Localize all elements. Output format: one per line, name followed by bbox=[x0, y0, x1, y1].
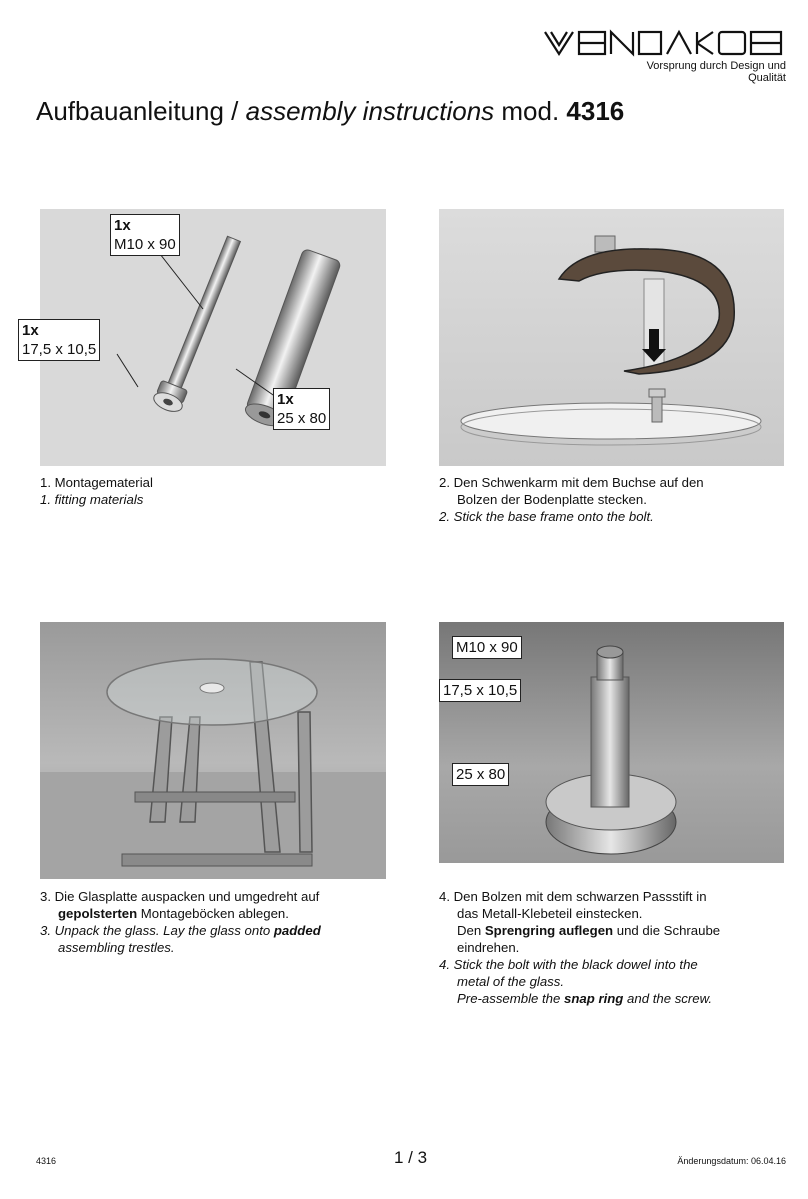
caption-step2 bbox=[439, 474, 789, 525]
label-ring-qty: 1x bbox=[22, 322, 39, 339]
caption-step4-de-3b: Sprengring auflegen bbox=[484, 923, 614, 938]
title-model: 4316 bbox=[566, 96, 625, 126]
page-title bbox=[36, 96, 624, 127]
caption-step3-de-2 bbox=[40, 905, 400, 922]
photo-bolt-assembly bbox=[439, 622, 784, 863]
caption-step3-en-2: assembling trestles. bbox=[58, 940, 175, 955]
glass-trestles-illustration bbox=[40, 622, 386, 879]
caption-step1-en: 1. fitting materials bbox=[40, 492, 144, 507]
photo-fitting-materials bbox=[22, 209, 386, 466]
footer-revision-date: Änderungsdatum: 06.04.16 bbox=[677, 1156, 786, 1166]
footer-model: 4316 bbox=[36, 1156, 57, 1166]
footer-page-number: 1 / 3 bbox=[394, 1148, 428, 1167]
photo-base-frame bbox=[439, 209, 784, 466]
caption-step4-en-3c: and the screw. bbox=[623, 991, 713, 1006]
caption-step4-en-3b: snap ring bbox=[564, 991, 624, 1006]
label-bolt-m10 bbox=[110, 214, 180, 256]
label-sleeve-2: 25 x 80 bbox=[452, 763, 509, 786]
caption-step4-en-1: 4. Stick the bolt with the black dowel into the bbox=[439, 957, 698, 972]
caption-step4-de-3 bbox=[439, 922, 799, 939]
label-snap-ring bbox=[18, 319, 100, 361]
caption-step4-de-2: das Metall-Klebeteil einstecken. bbox=[457, 906, 643, 921]
caption-step2-de-1: 2. Den Schwenkarm mit dem Buchse auf den bbox=[439, 475, 704, 490]
caption-step4-de-1: 4. Den Bolzen mit dem schwarzen Passstift in bbox=[439, 889, 707, 904]
caption-step4-de-3a: Den bbox=[457, 923, 485, 938]
label-bolt-size: M10 x 90 bbox=[114, 236, 176, 253]
caption-step2-en: 2. Stick the base frame onto the bolt. bbox=[439, 509, 654, 524]
caption-step1-de: 1. Montagematerial bbox=[40, 475, 153, 490]
caption-step3-en-bold: padded bbox=[273, 923, 321, 938]
caption-step4-en-2: metal of the glass. bbox=[457, 974, 565, 989]
title-en: assembly instructions bbox=[245, 96, 495, 126]
caption-step3-en-1 bbox=[40, 922, 400, 939]
label-sleeve-size: 25 x 80 bbox=[277, 410, 327, 427]
caption-step4-en-3a: Pre-assemble the bbox=[457, 991, 565, 1006]
caption-step3-de-1: 3. Die Glasplatte auspacken und umgedreht auf bbox=[40, 889, 320, 904]
caption-step3-de-rest: Montageböcken ablegen. bbox=[137, 906, 289, 921]
caption-step1 bbox=[40, 474, 390, 508]
photo-glass-trestles bbox=[40, 622, 386, 879]
caption-step3-en-start: 3. Unpack the glass. Lay the glass onto bbox=[40, 923, 274, 938]
title-mod: mod. bbox=[494, 96, 567, 126]
label-sleeve bbox=[273, 388, 330, 430]
label-bolt-qty: 1x bbox=[114, 217, 131, 234]
caption-step3 bbox=[40, 888, 400, 956]
swivel-arm-illustration bbox=[439, 209, 784, 466]
label-ring-size: 17,5 x 10,5 bbox=[22, 341, 97, 358]
title-de: Aufbauanleitung / bbox=[36, 96, 246, 126]
label-m10: M10 x 90 bbox=[452, 636, 522, 659]
caption-step4-de-3c: und die Schraube bbox=[613, 923, 721, 938]
caption-step4-en-3 bbox=[439, 990, 799, 1007]
brand-tagline: Vorsprung durch Design und Qualität bbox=[646, 60, 786, 84]
caption-step4-de-4: eindrehen. bbox=[457, 940, 520, 955]
label-snap-ring-2: 17,5 x 10,5 bbox=[439, 679, 521, 702]
logo-wordmark bbox=[543, 28, 785, 58]
label-sleeve-qty: 1x bbox=[277, 391, 294, 408]
caption-step2-de-2: Bolzen der Bodenplatte stecken. bbox=[457, 492, 647, 507]
caption-step3-de-bold: gepolsterten bbox=[58, 906, 138, 921]
caption-step4 bbox=[439, 888, 799, 1007]
